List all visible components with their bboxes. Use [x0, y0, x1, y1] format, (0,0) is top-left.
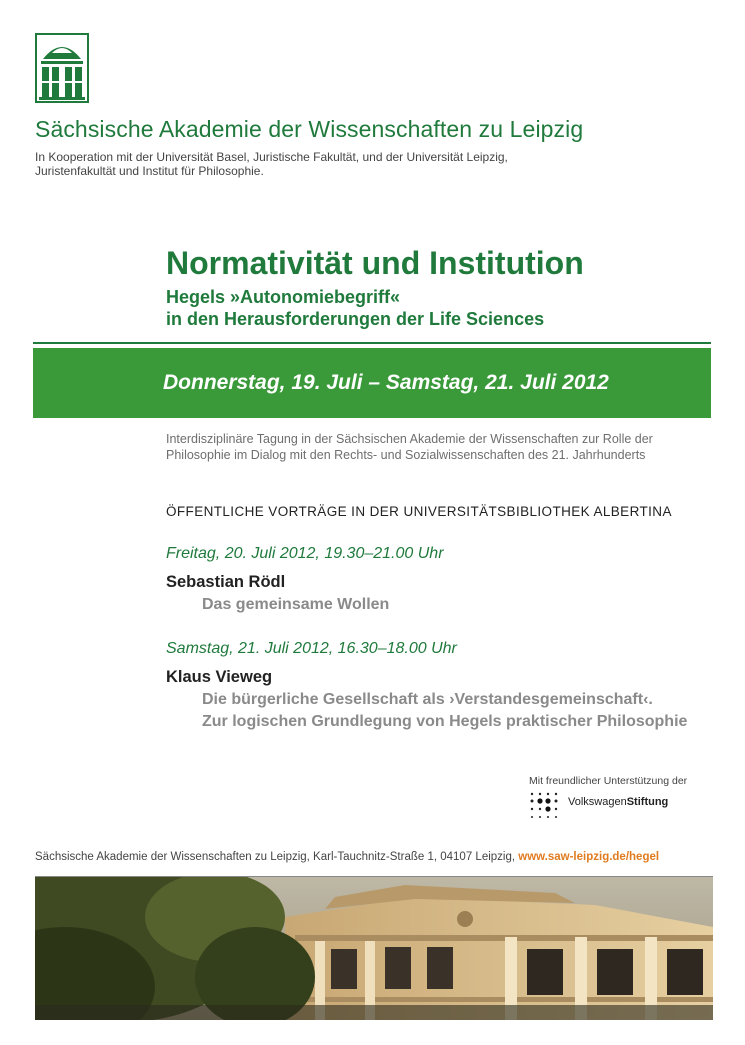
lecture-title: Die bürgerliche Gesellschaft als ›Verstandesgemeinschaft‹. — [202, 691, 653, 708]
lecture-title: Das gemeinsame Wollen — [202, 596, 390, 613]
divider — [33, 342, 711, 344]
lecture-speaker: Sebastian Rödl — [166, 573, 286, 591]
academy-logo-icon — [35, 33, 89, 103]
cooperation-note — [35, 150, 565, 178]
sponsor-logo — [528, 790, 678, 822]
lectures-heading: ÖFFENTLICHE VORTRÄGE IN DER UNIVERSITÄTSBIBLIOTHEK ALBERTINA — [166, 504, 672, 519]
sponsor-name-regular: Volkswagen — [568, 796, 627, 808]
description-line: Philosophie im Dialog mit den Rechts- und Sozialwissenschaften des 21. Jahrhunderts — [166, 448, 646, 462]
cooperation-line: Juristenfakultät und Institut für Philosophie. — [35, 164, 264, 178]
footer-address — [35, 851, 659, 863]
building-photo — [35, 877, 713, 1020]
academy-name: Sächsische Akademie der Wissenschaften zu Leipzig — [35, 116, 584, 142]
event-title: Normativität und Institution — [166, 245, 584, 281]
cooperation-line: In Kooperation mit der Universität Basel, Juristische Fakultät, und der Universität Leipzig, — [35, 150, 508, 164]
lecture-speaker: Klaus Vieweg — [166, 668, 273, 686]
description-line: Interdisziplinäre Tagung in der Sächsischen Akademie der Wissenschaften zur Rolle der — [166, 432, 653, 446]
event-subtitle-line: in den Herausforderungen der Life Sciences — [166, 309, 545, 329]
lecture-date: Freitag, 20. Juli 2012, 19.30–21.00 Uhr — [166, 545, 444, 562]
volkswagen-stiftung-logo-icon — [528, 790, 564, 822]
event-description — [166, 431, 711, 463]
sponsor-name — [568, 796, 668, 808]
event-subtitle-line: Hegels »Autonomiebegriff« — [166, 287, 401, 307]
event-dates: Donnerstag, 19. Juli – Samstag, 21. Juli 2012 — [163, 371, 609, 394]
sponsor-note: Mit freundlicher Unterstützung der — [529, 775, 688, 787]
footer-address-text: Sächsische Akademie der Wissenschaften zu Leipzig, Karl-Tauchnitz-Straße 1, 04107 Leipzig, — [35, 851, 519, 863]
lecture-date: Samstag, 21. Juli 2012, 16.30–18.00 Uhr — [166, 640, 457, 657]
lecture-title: Zur logischen Grundlegung von Hegels praktischer Philosophie — [202, 713, 688, 730]
sponsor-name-bold: Stiftung — [626, 796, 669, 808]
website-link[interactable]: www.saw-leipzig.de/hegel — [518, 851, 660, 863]
